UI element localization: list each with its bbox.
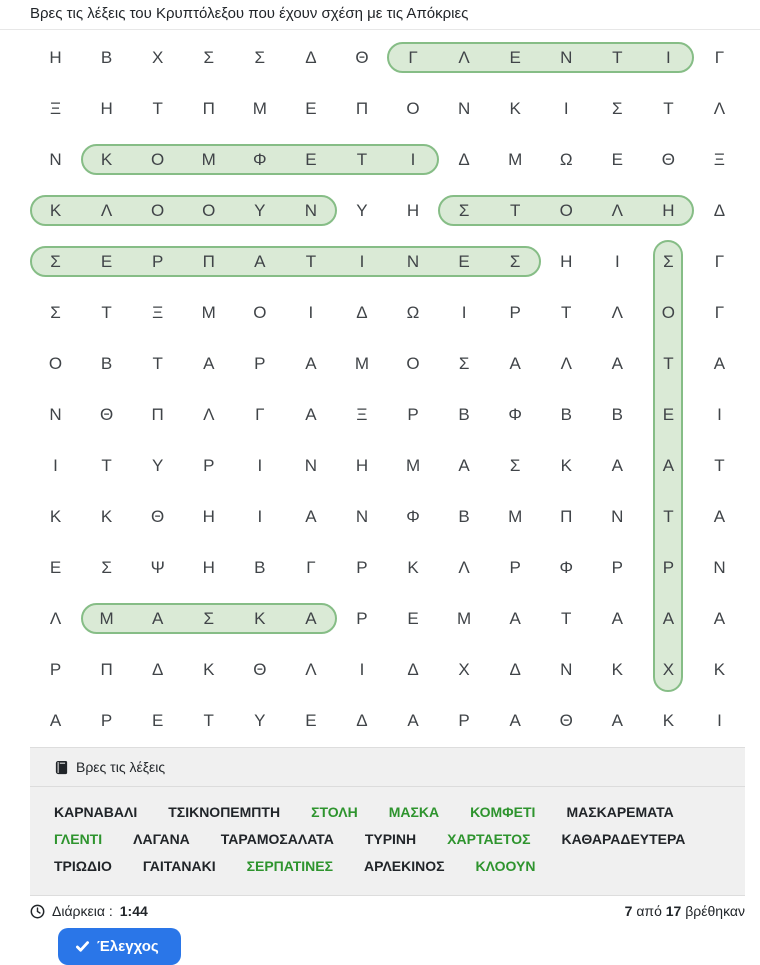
grid-letter[interactable]: Ο (151, 149, 165, 169)
grid-letter[interactable]: Ε (305, 149, 317, 169)
grid-letter[interactable]: Ε (407, 608, 419, 628)
grid-letter[interactable]: Ν (713, 557, 726, 577)
grid-letter[interactable]: Ν (406, 251, 420, 271)
book-icon (54, 760, 69, 775)
word-list-item: ΤΑΡΑΜΟΣΑΛΑΤΑ (220, 831, 334, 847)
grid-letter[interactable]: Θ (253, 659, 267, 679)
grid-letter[interactable]: Υ (254, 710, 266, 730)
grid-letter[interactable]: Ρ (611, 557, 623, 577)
grid-letter[interactable]: Ν (560, 659, 573, 679)
grid-letter[interactable]: Υ (152, 455, 164, 475)
grid-letter[interactable]: Η (49, 47, 62, 67)
grid-letter[interactable]: Α (611, 353, 623, 373)
grid-letter[interactable]: Ρ (254, 353, 266, 373)
grid-letter[interactable]: Ν (611, 506, 624, 526)
grid-letter[interactable]: Π (355, 98, 369, 118)
grid-letter[interactable]: Τ (561, 608, 572, 628)
grid-letter[interactable]: Μ (405, 455, 421, 475)
grid-letter[interactable]: Σ (203, 608, 214, 628)
grid-letter[interactable]: Λ (713, 98, 726, 118)
grid-letter[interactable]: Τ (356, 149, 368, 169)
grid-letter[interactable]: Κ (407, 557, 419, 577)
word-list-item: ΑΡΛΕΚΙΝΟΣ (364, 858, 445, 874)
grid-letter[interactable]: Τ (152, 98, 163, 118)
grid-letter[interactable]: Ρ (662, 557, 675, 577)
grid-letter[interactable]: Α (509, 608, 521, 628)
grid-letter[interactable]: Ξ (713, 149, 725, 169)
grid-letter[interactable]: Ε (152, 710, 164, 730)
grid-letter[interactable]: Υ (254, 200, 266, 220)
grid-letter[interactable]: Β (458, 404, 470, 424)
word-list-item: ΜΑΣΚΑΡΕΜΑΤΑ (566, 804, 674, 820)
word-list-item: ΚΑΡΝΑΒΑΛΙ (54, 804, 138, 820)
grid-letter[interactable]: Τ (305, 251, 317, 271)
grid-letter[interactable]: Κ (254, 608, 266, 628)
grid-letter[interactable]: Ρ (203, 455, 215, 475)
grid-letter[interactable]: Μ (457, 608, 472, 628)
grid-letter[interactable]: Τ (663, 98, 674, 118)
grid-letter[interactable]: Α (713, 506, 726, 526)
grid-letter[interactable]: Τ (663, 353, 674, 373)
grid-letter[interactable]: Δ (509, 659, 521, 679)
grid-letter[interactable]: Ε (458, 251, 470, 271)
grid-letter[interactable]: Π (202, 98, 215, 118)
grid-letter[interactable]: Η (100, 98, 113, 118)
grid-letter[interactable]: Ο (406, 98, 420, 118)
found-label: βρέθηκαν (685, 903, 745, 919)
grid-letter[interactable]: Β (458, 506, 470, 526)
grid-letter[interactable]: Ι (308, 302, 314, 322)
grid-letter[interactable]: Γ (306, 557, 316, 577)
grid-letter[interactable]: Δ (458, 149, 470, 169)
grid-letter[interactable]: Φ (559, 557, 574, 577)
word-list-item: ΛΑΓΑΝΑ (133, 831, 190, 847)
word-list (30, 787, 745, 895)
grid-letter[interactable]: Φ (253, 149, 267, 169)
grid-letter[interactable]: Λ (560, 353, 572, 373)
grid-letter[interactable]: Κ (662, 710, 675, 730)
grid-letter[interactable]: Ι (257, 455, 263, 475)
grid-letter[interactable]: Ρ (152, 251, 164, 271)
grid-letter[interactable]: Π (100, 659, 113, 679)
grid-letter[interactable]: Λ (305, 659, 317, 679)
grid-letter[interactable]: Τ (714, 455, 725, 475)
grid-letter[interactable]: Ο (202, 200, 216, 220)
grid-letter[interactable]: Κ (100, 149, 113, 169)
grid-letter[interactable]: Α (662, 608, 675, 628)
grid-letter[interactable]: Κ (203, 659, 215, 679)
grid-letter[interactable]: Μ (508, 506, 523, 526)
grid-letter[interactable]: Μ (354, 353, 370, 373)
grid-letter[interactable]: Ι (717, 404, 722, 424)
timer (30, 903, 148, 919)
total-count: 17 (665, 903, 682, 919)
grid-letter[interactable]: Λ (458, 47, 470, 67)
grid-letter[interactable]: Θ (661, 149, 675, 169)
grid-letter[interactable]: Ε (305, 710, 317, 730)
grid-letter[interactable]: Γ (714, 47, 725, 67)
grid-letter[interactable]: Β (611, 404, 623, 424)
grid-letter[interactable]: Η (355, 455, 369, 475)
grid-letter[interactable]: Σ (50, 302, 61, 322)
grid-letter[interactable]: Ρ (458, 710, 470, 730)
grid-letter[interactable]: Κ (49, 506, 62, 526)
grid-letter[interactable]: Ο (48, 353, 63, 373)
grid-letter[interactable]: Δ (305, 47, 317, 67)
grid-letter[interactable]: Ν (49, 149, 62, 169)
grid-letter[interactable]: Μ (252, 98, 267, 118)
grid-letter[interactable]: Κ (611, 659, 623, 679)
grid-letter[interactable]: Ρ (509, 557, 521, 577)
grid-letter[interactable]: Λ (100, 200, 113, 220)
word-list-title: Βρες τις λέξεις (76, 759, 166, 775)
grid-letter[interactable]: Τ (101, 455, 112, 475)
grid-letter[interactable]: Α (509, 353, 521, 373)
grid-letter[interactable]: Α (305, 608, 317, 628)
grid-letter[interactable]: Ι (359, 659, 365, 679)
grid-letter[interactable]: Γ (714, 302, 725, 322)
word-list-item: ΚΑΘΑΡΑΔΕΥΤΕΡΑ (561, 831, 686, 847)
grid-letter[interactable]: Α (611, 455, 623, 475)
word-list-item: ΤΥΡΙΝΗ (364, 831, 417, 847)
grid-letter[interactable]: Λ (203, 404, 215, 424)
grid-letter[interactable]: Ι (257, 506, 263, 526)
word-grid (30, 32, 745, 746)
grid-letter[interactable]: Β (560, 404, 572, 424)
word-list-item: ΜΑΣΚΑ (388, 804, 440, 820)
word-list-item: ΤΣΙΚΝΟΠΕΜΠΤΗ (168, 804, 281, 820)
grid-letter[interactable]: Ψ (150, 557, 165, 577)
grid-letter[interactable]: Α (713, 608, 726, 628)
grid-letter[interactable]: Ι (614, 251, 620, 271)
grid-letter[interactable]: Φ (406, 506, 420, 526)
grid-letter[interactable]: Ε (49, 557, 62, 577)
grid-letter[interactable]: Λ (49, 608, 62, 628)
grid-letter[interactable]: Δ (356, 710, 368, 730)
grid-letter[interactable]: Δ (407, 659, 419, 679)
grid-letter[interactable]: Β (100, 47, 113, 67)
grid-letter[interactable]: Δ (356, 302, 368, 322)
grid-letter[interactable]: Λ (611, 200, 623, 220)
grid-letter[interactable]: Ξ (50, 98, 62, 118)
grid-letter[interactable]: Α (509, 710, 521, 730)
grid-letter[interactable]: Ν (560, 47, 573, 67)
grid-letter[interactable]: Ε (509, 47, 521, 67)
grid-letter[interactable]: Ν (49, 404, 62, 424)
grid-letter[interactable]: Θ (355, 47, 369, 67)
clock-icon (30, 904, 45, 919)
grid-letter[interactable]: Π (560, 506, 573, 526)
grid-letter[interactable]: Λ (611, 302, 623, 322)
check-button-label: Έλεγχος (97, 938, 159, 955)
grid-letter[interactable]: Σ (663, 251, 674, 271)
grid-letter[interactable]: Ρ (407, 404, 419, 424)
grid-letter[interactable]: Α (305, 353, 317, 373)
grid-letter[interactable]: Η (202, 557, 215, 577)
word-list-header (30, 748, 745, 787)
grid-letter[interactable]: Χ (458, 659, 470, 679)
grid-letter[interactable]: Γ (255, 404, 265, 424)
grid-letter[interactable]: Σ (509, 251, 521, 271)
grid-letter[interactable]: Α (611, 710, 623, 730)
grid-letter[interactable]: Ν (304, 200, 318, 220)
check-button[interactable] (58, 928, 181, 965)
grid-letter[interactable]: Α (611, 608, 623, 628)
grid-letter[interactable]: Υ (356, 200, 368, 220)
grid-letter[interactable]: Μ (201, 149, 216, 169)
grid-letter[interactable]: Ω (406, 302, 420, 322)
grid-letter[interactable]: Π (151, 404, 164, 424)
grid-letter[interactable]: Ο (559, 200, 573, 220)
of-label: από (636, 903, 662, 919)
grid-letter[interactable]: Α (713, 353, 726, 373)
grid-letter[interactable]: Ι (461, 302, 467, 322)
grid-letter[interactable]: Η (406, 200, 420, 220)
word-list-item: ΚΟΜΦΕΤΙ (470, 804, 536, 820)
grid-letter[interactable]: Ι (410, 149, 416, 169)
grid-letter[interactable]: Δ (713, 200, 726, 220)
grid-letter[interactable]: Η (662, 200, 675, 220)
grid-letter[interactable]: Κ (509, 98, 521, 118)
grid-letter[interactable]: Α (407, 710, 419, 730)
grid-letter[interactable]: Ο (661, 302, 675, 322)
grid-letter[interactable]: Η (560, 251, 573, 271)
word-list-item: ΧΑΡΤΑΕΤΟΣ (447, 831, 531, 847)
grid-letter[interactable]: Δ (151, 659, 164, 679)
grid-letter[interactable]: Τ (101, 302, 112, 322)
grid-letter[interactable]: Ν (457, 98, 471, 118)
grid-letter[interactable]: Ρ (49, 659, 62, 679)
duration-label: Διάρκεια : (52, 903, 113, 919)
grid-letter[interactable]: Μ (508, 149, 523, 169)
word-list-item: ΓΛΕΝΤΙ (54, 831, 103, 847)
check-icon (76, 940, 89, 953)
grid-letter[interactable]: Γ (714, 251, 725, 271)
grid-letter[interactable]: Α (458, 455, 470, 475)
word-list-item: ΣΕΡΠΑΤΙΝΕΣ (246, 858, 334, 874)
grid-letter[interactable]: Γ (408, 47, 418, 67)
grid-letter[interactable]: Τ (561, 302, 572, 322)
status-bar (30, 903, 745, 919)
grid-letter[interactable]: Ρ (100, 710, 113, 730)
title-bar (0, 0, 760, 30)
grid-letter[interactable]: Σ (50, 251, 61, 271)
grid-letter[interactable]: Ο (406, 353, 420, 373)
grid-letter[interactable]: Ε (611, 149, 623, 169)
grid-letter[interactable]: Σ (509, 455, 521, 475)
word-list-panel (30, 747, 745, 896)
grid-letter[interactable]: Κ (713, 659, 726, 679)
grid-letter[interactable]: Ι (717, 710, 722, 730)
grid-letter[interactable]: Ν (304, 455, 318, 475)
grid-letter[interactable]: Β (254, 557, 266, 577)
grid-letter[interactable]: Τ (663, 506, 674, 526)
word-list-item: ΤΡΙΩΔΙΟ (54, 858, 112, 874)
grid-letter[interactable]: Α (305, 404, 317, 424)
grid-letter[interactable]: Ε (305, 98, 317, 118)
grid-letter[interactable]: Ι (563, 98, 569, 118)
grid-letter[interactable]: Ε (100, 251, 113, 271)
grid-letter[interactable]: Χ (152, 47, 164, 67)
word-list-item: ΣΤΟΛΗ (311, 804, 358, 820)
grid-letter[interactable]: Β (100, 353, 113, 373)
grid-letter[interactable]: Χ (662, 659, 675, 679)
grid-letter[interactable]: Θ (559, 710, 573, 730)
grid-letter[interactable]: Λ (458, 557, 470, 577)
grid-letter[interactable]: Ν (355, 506, 369, 526)
grid-letter[interactable]: Ξ (152, 302, 164, 322)
grid-letter[interactable]: Κ (560, 455, 572, 475)
grid-letter[interactable]: Α (49, 710, 62, 730)
grid-letter[interactable]: Ι (666, 47, 671, 67)
grid-letter[interactable]: Ι (53, 455, 58, 475)
grid-letter[interactable]: Ρ (356, 608, 368, 628)
found-count: 7 (624, 903, 633, 919)
grid-letter[interactable]: Σ (203, 47, 214, 67)
grid-letter[interactable]: Σ (101, 557, 112, 577)
grid-letter[interactable]: Κ (100, 506, 113, 526)
grid-letter[interactable]: Ο (151, 200, 165, 220)
word-list-item: ΓΑΙΤΑΝΑΚΙ (142, 858, 216, 874)
grid-letter[interactable]: Α (203, 353, 215, 373)
grid-letter[interactable]: Ρ (356, 557, 368, 577)
grid-letter[interactable]: Ω (559, 149, 573, 169)
grid-letter[interactable]: Σ (458, 200, 470, 220)
duration-value: 1:44 (119, 903, 148, 919)
grid-letter[interactable]: Α (152, 608, 164, 628)
grid-letter[interactable]: Μ (99, 608, 114, 628)
page-title: Βρες τις λέξεις του Κρυπτόλεξου που έχουν σχέση με τις Απόκριες (30, 5, 469, 22)
grid-letter[interactable]: Α (254, 251, 266, 271)
grid-letter[interactable]: Ρ (509, 302, 521, 322)
grid-letter[interactable]: Μ (201, 302, 216, 322)
grid-letter[interactable]: Σ (458, 353, 470, 373)
grid-letter[interactable]: Η (202, 506, 215, 526)
grid-letter[interactable]: Α (662, 455, 675, 475)
grid-letter[interactable]: Τ (203, 710, 214, 730)
grid-letter[interactable]: Θ (99, 404, 114, 424)
grid-letter[interactable]: Σ (254, 47, 266, 67)
grid-letter[interactable]: Σ (612, 98, 623, 118)
grid-letter[interactable]: Ο (253, 302, 267, 322)
word-list-item: ΚΛΟΟΥΝ (475, 858, 536, 874)
grid-letter[interactable]: Ε (662, 404, 675, 424)
grid-letter[interactable]: Τ (612, 47, 623, 67)
grid-letter[interactable]: Τ (152, 353, 163, 373)
grid-letter[interactable]: Τ (509, 200, 521, 220)
grid-letter[interactable]: Θ (151, 506, 165, 526)
grid-letter[interactable]: Φ (508, 404, 522, 424)
grid-letter[interactable]: Ι (359, 251, 365, 271)
found-counter (625, 903, 745, 919)
grid-letter[interactable]: Ξ (356, 404, 368, 424)
grid-letter[interactable]: Π (202, 251, 215, 271)
grid-letter[interactable]: Κ (49, 200, 62, 220)
grid-letter[interactable]: Α (305, 506, 317, 526)
